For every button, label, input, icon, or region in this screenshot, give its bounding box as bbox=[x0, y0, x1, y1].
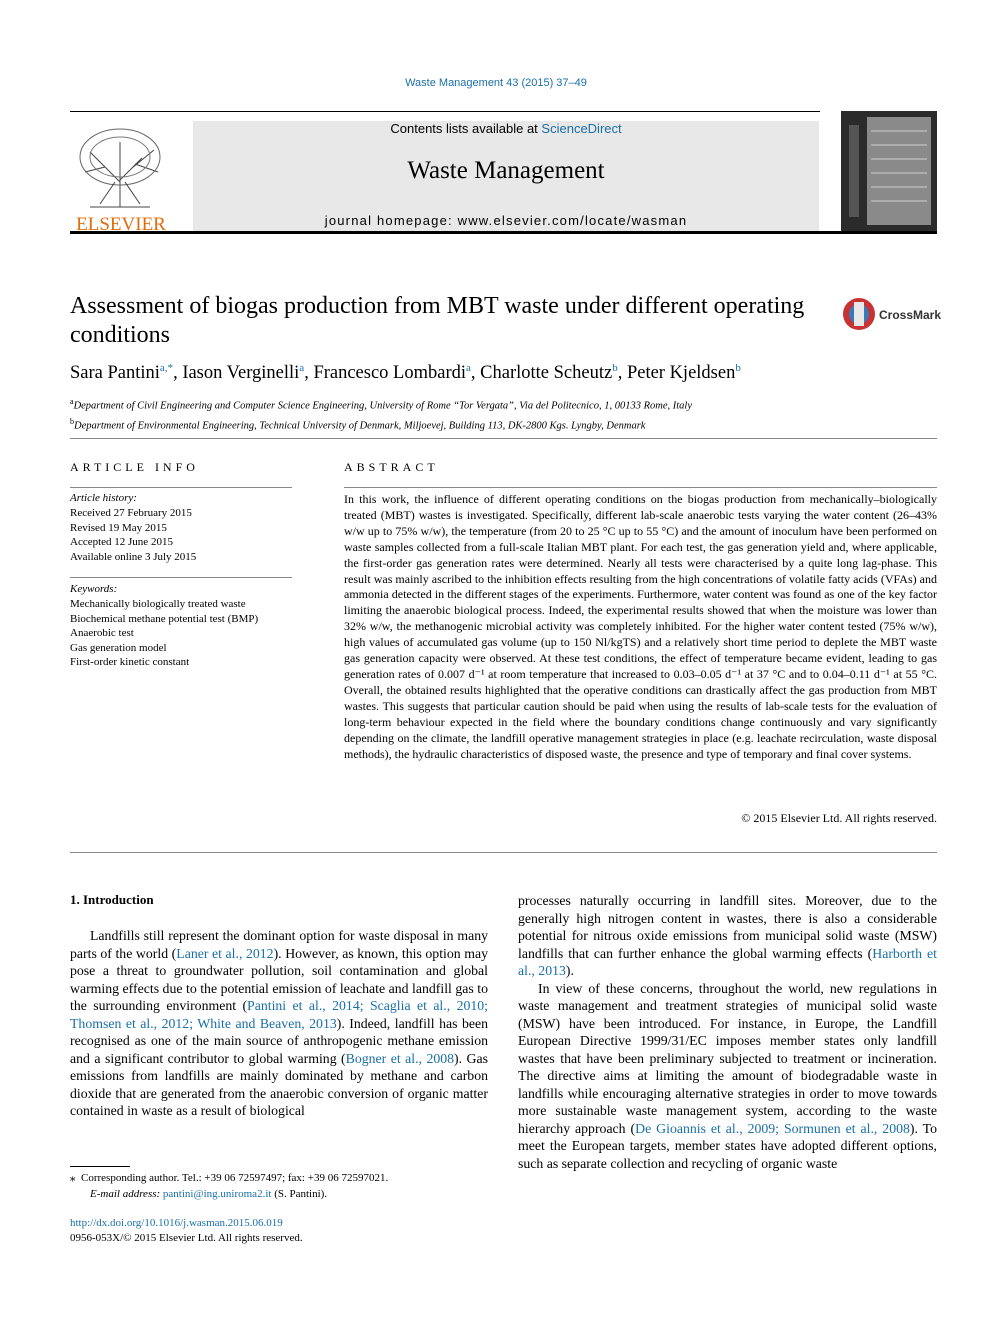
abstract-heading: ABSTRACT bbox=[344, 460, 439, 474]
contents-line: Contents lists available at ScienceDirect bbox=[390, 121, 622, 136]
crossmark-label: CrossMark bbox=[879, 308, 941, 322]
header-bottom-rule bbox=[70, 231, 937, 234]
citation-link[interactable]: De Gioannis et al., 2009; Sormunen et al., 2008 bbox=[635, 1120, 910, 1136]
article-title: Assessment of biogas production from MBT waste under different operating conditions bbox=[70, 293, 805, 348]
keywords-list bbox=[70, 597, 258, 670]
publisher-logo-text: ELSEVIER bbox=[76, 214, 166, 234]
section-divider bbox=[70, 438, 937, 439]
history-item: Available online 3 July 2015 bbox=[70, 550, 197, 563]
article-info-heading: ARTICLE INFO bbox=[70, 460, 199, 474]
author-name[interactable]: Iason Verginelli bbox=[182, 363, 300, 384]
affiliation-b: $^b$Department of Environmental Engineering, Technical University of Denmark, Miljoevej, Building 113, DK-2800 Kgs. Lyngby, Denmark bbox=[70, 416, 646, 431]
paragraph: In view of these concerns, throughout the world, new regulations in waste management and treatment strategies of municipal solid waste (MSW) have been introduced. For instance, in Europe, the Landfill European Directive 1999/31/EC imposes member states only landfill wastes that have been preliminary subjected to treatment or incineration. The directive aims at limiting the amount of biodegradable waste in landfills while encouraging alternative strategies in order to move towards more sustainable waste management system, according to the waste hierarchy approach (De Gioannis et al., 2009; Sormunen et al., 2008). To meet the European targets, member states have adopted different options, such as separate collection and recycling of organic waste bbox=[518, 980, 937, 1171]
header-top-rule bbox=[70, 111, 820, 112]
abstract-bottom-rule bbox=[70, 852, 937, 853]
author-affiliation-marker[interactable]: a bbox=[299, 362, 305, 374]
journal-homepage[interactable]: journal homepage: www.elsevier.com/locate/wasman bbox=[324, 213, 688, 228]
journal-citation[interactable]: Waste Management 43 (2015) 37–49 bbox=[405, 77, 587, 89]
abstract-copyright: © 2015 Elsevier Ltd. All rights reserved. bbox=[741, 811, 937, 825]
keywords-rule bbox=[70, 577, 292, 578]
journal-name: Waste Management bbox=[407, 157, 605, 184]
doi-block bbox=[70, 1216, 303, 1246]
author-affiliation-marker[interactable]: a bbox=[466, 362, 471, 374]
affiliation-a: $^a$Department of Civil Engineering and Computer Science Engineering, University of Rome “Tor Vergata”, Via del Politecnico, 1, 00133 Rome, Italy bbox=[70, 397, 692, 412]
author-affiliation-marker[interactable]: b bbox=[735, 362, 741, 374]
journal-header-band bbox=[193, 121, 819, 231]
keyword: Anaerobic test bbox=[70, 627, 134, 639]
footnote-rule bbox=[70, 1166, 130, 1167]
citation-link[interactable]: Pantini et al., 2014; Scaglia et al., 2010; Thomsen et al., 2012; White and Beaven, 2013 bbox=[70, 998, 488, 1031]
sciencedirect-link[interactable]: ScienceDirect bbox=[541, 121, 622, 136]
paragraph: Landfills still represent the dominant option for waste disposal in many parts of the world (Laner et al., 2012). However, as known, this option may pose a threat to groundwater pollution, soil contamination and global warming effects due to the potential emission of leachate and landfill gas to the surrounding environment (Pantini et al., 2014; Scaglia et al., 2010; Thomsen et al., 2012; White and Beaven, 2013). Indeed, landfill has been recognised as one of the main source of anthropogenic methane emission and a significant contributor to global warming (Bogner et al., 2008). Gas emissions from landfills are mainly dominated by methane and carbon dioxide that are generated from the anaerobic conversion of organic matter contained in waste as a result of biological bbox=[70, 928, 489, 1118]
author-affiliation-marker[interactable]: a,* bbox=[159, 362, 174, 374]
history-item: Accepted 12 June 2015 bbox=[70, 536, 173, 548]
doi-link[interactable]: http://dx.doi.org/10.1016/j.wasman.2015.06.019 bbox=[70, 1217, 283, 1229]
citation-link[interactable]: Bogner et al., 2008 bbox=[345, 1050, 455, 1066]
history-item: Received 27 February 2015 bbox=[70, 507, 192, 519]
article-history-label: Article history: bbox=[70, 492, 137, 504]
paragraph: processes naturally occurring in landfill sites. Moreover, due to the generally high nitrogen content in wastes, there is also a considerable potential for nitrous oxide emissions from municipal solid waste (MSW) landfills that can further enhance the global warming effects (Harborth et al., 2013). bbox=[518, 893, 937, 978]
journal-cover-image bbox=[841, 111, 937, 231]
abstract-text: In this work, the influence of different operating conditions on the biogas production from mechanically–biologically treated (MBT) wastes is investigated. Specifically, different lab-scale anaerobic tests varying the water content (26–43% w/w up to 75% w/w), the temperature (from 20 to 25 °C up to 55 °C) and the amount of inoculum have been performed on waste samples collected from a full-scale Italian MBT plant. For each test, the gas generation yield and, where applicable, the first-order gas generation rates were determined. Nearly all tests were characterised by a quite long lag-phase. This result was mainly ascribed to the inhibition effects resulting from the high concentrations of volatile fatty acids (VFAs) and ammonia detected in the different stages of the experiments. Furthermore, water content was found as one of the key factor limiting the anaerobic biological process. Indeed, the experimental results showed that when the moisture was lower than 32% w/w, the methanogenic microbial activity was completely inhibited. For the higher water content tested (75% w/w), high values of accumulated gas volume (up to 150 Nl/kgTS) and a relatively short time period to deplete the MBT waste gas generation capacity were observed. At these test conditions, the effect of temperature became evident, leading to gas generation rates of 0.007 d⁻¹ at room temperature that increased to 0.03–0.05 d⁻¹ at 37 °C and to 0.04–0.11 d⁻¹ at 55 °C. Overall, the obtained results highlighted that the operative conditions can drastically affect the gas production from MBT wastes. This suggests that particular caution should be paid when using the results of lab-scale tests for the evaluation of long-term behaviour expected in the field where the boundary conditions change continuously and vary significantly depending on the climate, the landfill operative management strategies in place (e.g. leachate recirculation, waste disposal methods), the hydraulic characteristics of disposed waste, the presence and type of temporary and final cover systems. bbox=[344, 492, 937, 761]
citation-link[interactable]: Laner et al., 2012 bbox=[176, 945, 274, 961]
keywords-label: Keywords: bbox=[70, 583, 118, 595]
citation-link[interactable]: Harborth et al., 2013 bbox=[518, 945, 937, 978]
footnote bbox=[70, 1170, 490, 1202]
body-column-right bbox=[518, 892, 937, 1172]
crossmark-badge[interactable] bbox=[841, 296, 941, 332]
elsevier-logo bbox=[70, 122, 172, 234]
issn-line: 0956-053X/© 2015 Elsevier Ltd. All rights reserved. bbox=[70, 1232, 303, 1244]
keyword: Biochemical methane potential test (BMP) bbox=[70, 612, 259, 625]
author-name[interactable]: Sara Pantini bbox=[70, 363, 160, 384]
abstract-rule bbox=[344, 487, 937, 488]
body-column-left bbox=[70, 927, 488, 1120]
author-name[interactable]: Peter Kjeldsen bbox=[626, 363, 736, 384]
corresponding-author-note: ⁎ Corresponding author. Tel.: +39 06 72597497; fax: +39 06 72597021. bbox=[70, 1172, 389, 1184]
author-list: Sara Pantini$^{a,*}$, Iason Verginelli$^a$, Francesco Lombardi$^a$, Charlotte Scheutz$^b$, Peter Kjeldsen$^b$ bbox=[70, 362, 741, 384]
introduction-heading: 1. Introduction bbox=[70, 892, 154, 907]
article-history bbox=[70, 506, 196, 564]
keyword: Mechanically biologically treated waste bbox=[70, 598, 246, 610]
footnote-star-icon: ⁎ bbox=[70, 1172, 76, 1184]
author-name[interactable]: Charlotte Scheutz bbox=[480, 363, 613, 384]
keyword: First-order kinetic constant bbox=[70, 656, 190, 668]
email-link[interactable]: pantini@ing.uniroma2.it bbox=[162, 1188, 272, 1200]
keyword: Gas generation model bbox=[70, 641, 167, 654]
affiliations bbox=[70, 394, 930, 433]
author-name[interactable]: Francesco Lombardi bbox=[313, 363, 467, 384]
article-info-rule bbox=[70, 487, 292, 488]
email-line: E-mail address: pantini@ing.uniroma2.it (S. Pantini). bbox=[90, 1188, 328, 1200]
author-affiliation-marker[interactable]: b bbox=[612, 362, 618, 374]
history-item: Revised 19 May 2015 bbox=[70, 521, 167, 534]
